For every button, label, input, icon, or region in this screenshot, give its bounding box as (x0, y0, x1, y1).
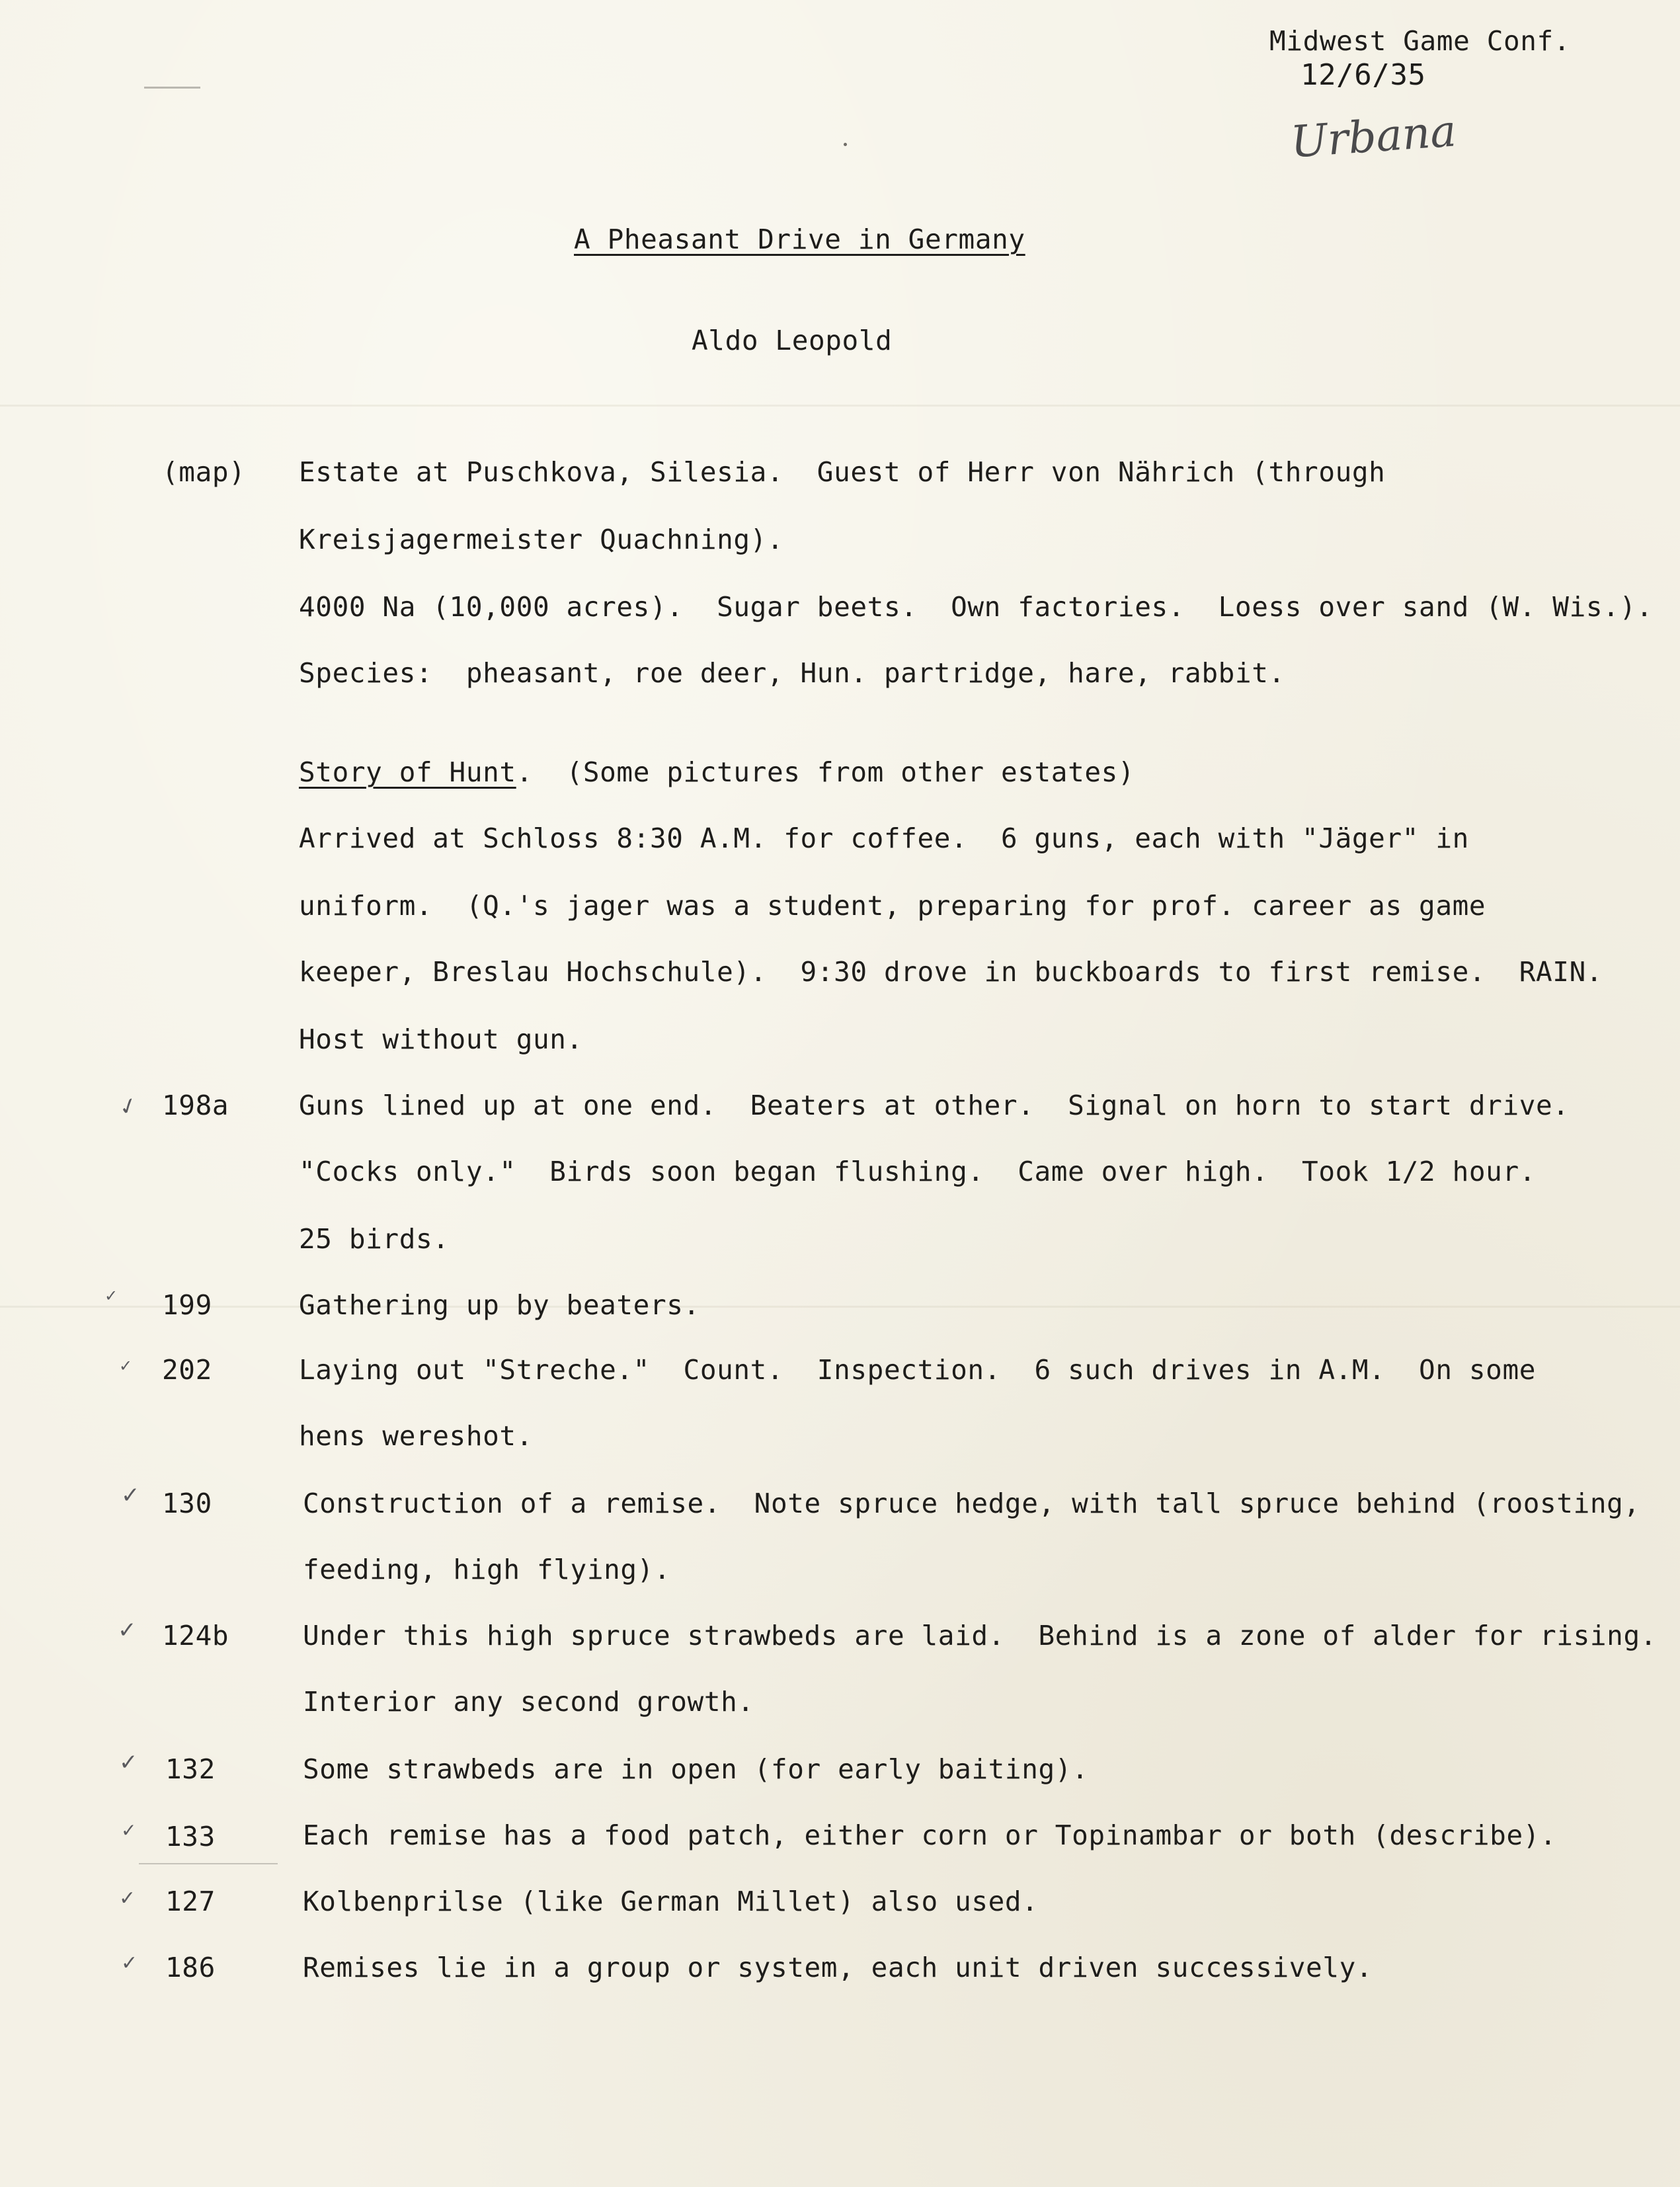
entry-line: Under this high spruce strawbeds are laid. Behind is a zone of alder for rising. (303, 1620, 1658, 1651)
intro-line: Estate at Puschkova, Silesia. Guest of Herr von Nährich (through (299, 456, 1386, 488)
entry-line: 25 birds. (299, 1223, 450, 1255)
check-mark: ✓ (119, 1357, 133, 1375)
entry-line: Remises lie in a group or system, each unit driven successively. (303, 1952, 1373, 1983)
paper-fold-line (0, 405, 1680, 407)
conference-name: Midwest Game Conf. (1269, 25, 1571, 57)
entry-line: Kolbenprilse (like German Millet) also used. (303, 1886, 1039, 1917)
entry-line: Guns lined up at one end. Beaters at other. Signal on horn to start drive. (299, 1090, 1570, 1121)
slide-number: 186 (165, 1952, 216, 1983)
check-mark: ✓ (121, 1482, 140, 1509)
entry-line: Interior any second growth. (303, 1686, 754, 1718)
stray-ink-dot (844, 143, 847, 146)
slide-number: 202 (162, 1354, 212, 1386)
slide-number: 124b (162, 1620, 229, 1651)
intro-line: Species: pheasant, roe deer, Hun. partridge, hare, rabbit. (299, 657, 1285, 689)
story-line: Host without gun. (299, 1023, 583, 1055)
document-title: A Pheasant Drive in Germany (574, 223, 1025, 255)
slide-number: 130 (162, 1488, 212, 1519)
check-mark: ✓ (118, 1617, 137, 1644)
check-mark: ✓ (104, 1287, 118, 1305)
check-mark: ✓ (121, 1819, 137, 1841)
handwritten-location: Urbana (1289, 105, 1459, 168)
check-mark: ✓ (115, 1091, 141, 1123)
story-heading-line (299, 756, 1135, 788)
entry-line: Each remise has a food patch, either corn or Topinambar or both (describe). (303, 1819, 1557, 1851)
story-line: uniform. (Q.'s jager was a student, preparing for prof. career as game (299, 890, 1486, 922)
slide-number: 198a (162, 1090, 229, 1121)
entry-line: hens wereshot. (299, 1420, 533, 1452)
check-mark: ✓ (119, 1887, 136, 1910)
intro-line: Kreisjagermeister Quachning). (299, 524, 784, 555)
entry-line: feeding, high flying). (303, 1554, 671, 1585)
slide-number: 132 (165, 1753, 216, 1785)
entry-line: Gathering up by beaters. (299, 1289, 700, 1321)
slide-number: 127 (165, 1886, 216, 1917)
conference-date: 12/6/35 (1300, 58, 1426, 92)
entry-line: "Cocks only." Birds soon began flushing. Came over high. Took 1/2 hour. (299, 1156, 1537, 1187)
paper-fold-line (0, 1306, 1680, 1308)
check-mark: ✓ (119, 1749, 138, 1776)
story-line: Arrived at Schloss 8:30 A.M. for coffee. 6 guns, each with "Jäger" in (299, 822, 1469, 854)
story-heading: Story of Hunt (299, 756, 516, 788)
slide-number: 133 (165, 1821, 216, 1852)
slide-number: 199 (162, 1289, 212, 1321)
story-line: keeper, Breslau Hochschule). 9:30 drove in buckboards to first remise. RAIN. (299, 956, 1603, 988)
document-author: Aldo Leopold (692, 325, 893, 356)
stray-pencil-mark (139, 1863, 278, 1864)
check-mark: ✓ (121, 1952, 138, 1975)
entry-line: Some strawbeds are in open (for early baiting). (303, 1753, 1089, 1785)
map-marker: (map) (162, 456, 246, 488)
entry-line: Construction of a remise. Note spruce hedge, with tall spruce behind (roosting, (303, 1488, 1640, 1519)
stray-pencil-mark (144, 87, 200, 89)
intro-line: 4000 Na (10,000 acres). Sugar beets. Own factories. Loess over sand (W. Wis.). (299, 591, 1654, 623)
story-heading-note: . (Some pictures from other estates) (516, 756, 1135, 788)
entry-line: Laying out "Streche." Count. Inspection. 6 such drives in A.M. On some (299, 1354, 1537, 1386)
